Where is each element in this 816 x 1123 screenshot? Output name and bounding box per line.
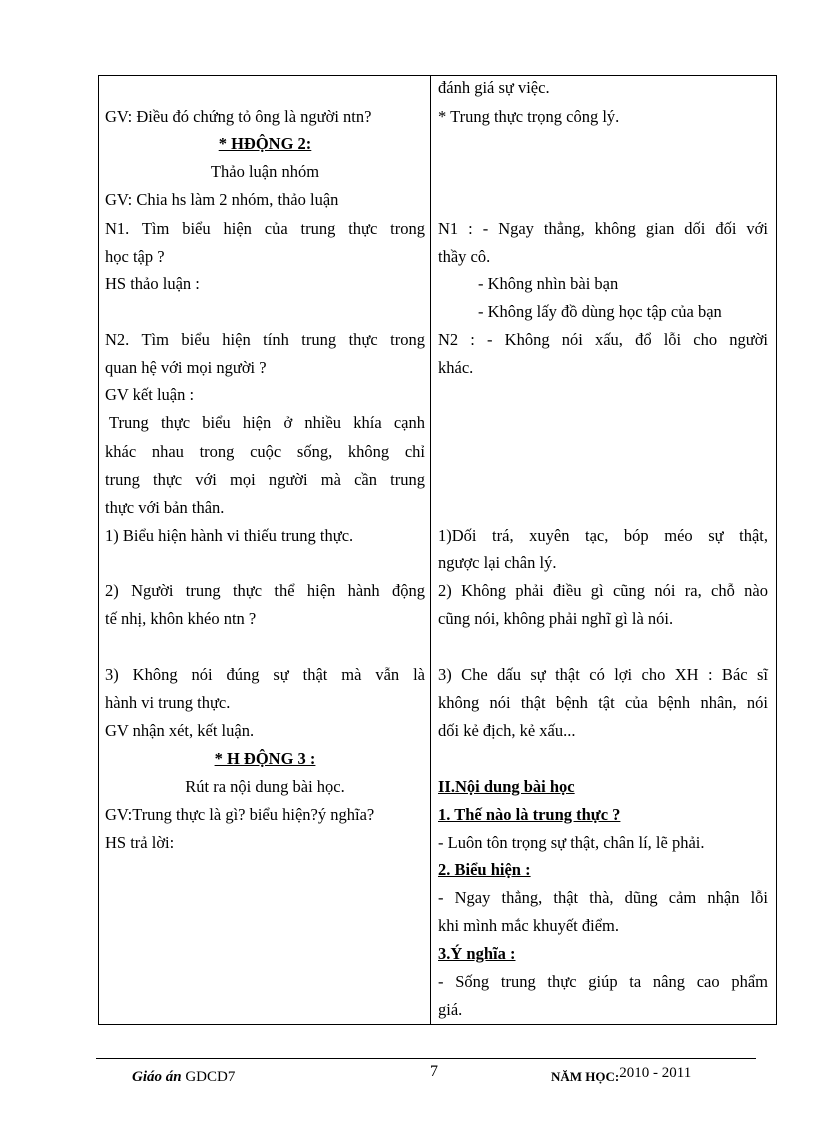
right-line: - Ngay thẳng, thật thà, dũng cảm nhận lỗi (438, 888, 768, 907)
right-line: khác. (438, 358, 474, 377)
left-line: GV: Chia hs làm 2 nhóm, thảo luận (105, 190, 339, 209)
left-line: quan hệ với mọi người ? (105, 358, 267, 377)
footer-rule (96, 1058, 756, 1059)
footer-year-value: 2010 - 2011 (619, 1065, 692, 1081)
left-line: tế nhị, khôn khéo ntn ? (105, 609, 257, 628)
footer-doc-label (132, 1068, 235, 1086)
left-line: HS thảo luận : (105, 274, 200, 293)
subsection-heading: 3.Ý nghĩa : (438, 944, 516, 963)
left-line: GV:Trung thực là gì? biểu hiện?ý nghĩa? (105, 805, 375, 824)
right-line: - Luôn tôn trọng sự thật, chân lí, lẽ phải. (438, 833, 705, 852)
right-line: - Không nhìn bài bạn (478, 274, 619, 293)
subsection-heading: 1. Thế nào là trung thực ? (438, 805, 621, 824)
subsection-heading: 2. Biểu hiện : (438, 860, 531, 879)
left-line: 1) Biểu hiện hành vi thiếu trung thực. (105, 526, 354, 545)
right-line: N1 : - Ngay thẳng, không gian dối đối với (438, 219, 768, 238)
right-line: 1)Dối trá, xuyên tạc, bóp méo sự thật, (438, 526, 768, 545)
right-line: * Trung thực trọng công lý. (438, 107, 620, 126)
lesson-table (98, 75, 777, 1025)
activity-subtitle: Rút ra nội dung bài học. (185, 777, 345, 796)
activity-heading: * HĐỘNG 2: (218, 134, 312, 153)
left-line: khác nhau trong cuộc sống, không chỉ (105, 442, 425, 461)
right-line: dối kẻ địch, kẻ xấu... (438, 721, 576, 740)
right-line: giá. (438, 1000, 463, 1019)
column-divider (430, 76, 431, 1024)
left-line: 3) Không nói đúng sự thật mà vẫn là (105, 665, 425, 684)
right-line: - Sống trung thực giúp ta nâng cao phẩm (438, 972, 768, 991)
left-line: Trung thực biểu hiện ở nhiều khía cạnh (109, 413, 425, 432)
right-line: - Không lấy đồ dùng học tập của bạn (478, 302, 722, 321)
left-line: N1. Tìm biểu hiện của trung thực trong (105, 219, 425, 238)
left-line: học tập ? (105, 247, 165, 266)
left-line: GV kết luận : (105, 385, 195, 404)
left-line: trung thực với mọi người mà cần trung (105, 470, 425, 489)
footer-doc-type: Giáo án (132, 1069, 182, 1085)
right-line: 2) Không phải điều gì cũng nói ra, chỗ nào (438, 581, 768, 600)
left-line: 2) Người trung thực thể hiện hành động (105, 581, 425, 600)
right-line: không nói thật bệnh tật của bệnh nhân, nói (438, 693, 768, 712)
footer-page-number: 7 (430, 1063, 438, 1080)
right-line: thầy cô. (438, 247, 491, 266)
left-line: hành vi trung thực. (105, 693, 231, 712)
right-line: ngược lại chân lý. (438, 553, 557, 572)
right-line: N2 : - Không nói xấu, đổ lỗi cho người (438, 330, 768, 349)
footer-subject: GDCD7 (185, 1069, 236, 1085)
left-line: HS trả lời: (105, 833, 175, 852)
right-line: đánh giá sự việc. (438, 78, 550, 97)
left-line: GV nhận xét, kết luận. (105, 721, 255, 740)
right-line: 3) Che dấu sự thật có lợi cho XH : Bác sĩ (438, 665, 768, 684)
activity-subtitle: Thảo luận nhóm (210, 162, 320, 181)
right-line: khi mình mắc khuyết điểm. (438, 916, 620, 935)
footer-year (551, 1064, 691, 1082)
left-line: N2. Tìm biểu hiện tính trung thực trong (105, 330, 425, 349)
footer-year-label: NĂM HỌC: (551, 1069, 620, 1084)
left-line: thực với bản thân. (105, 498, 225, 517)
activity-heading: * H ĐỘNG 3 : (214, 749, 316, 768)
right-line: cũng nói, không phải nghĩ gì là nói. (438, 609, 674, 628)
left-line: GV: Điều đó chứng tỏ ông là người ntn? (105, 107, 372, 126)
section-heading: II.Nội dung bài học (438, 777, 575, 796)
